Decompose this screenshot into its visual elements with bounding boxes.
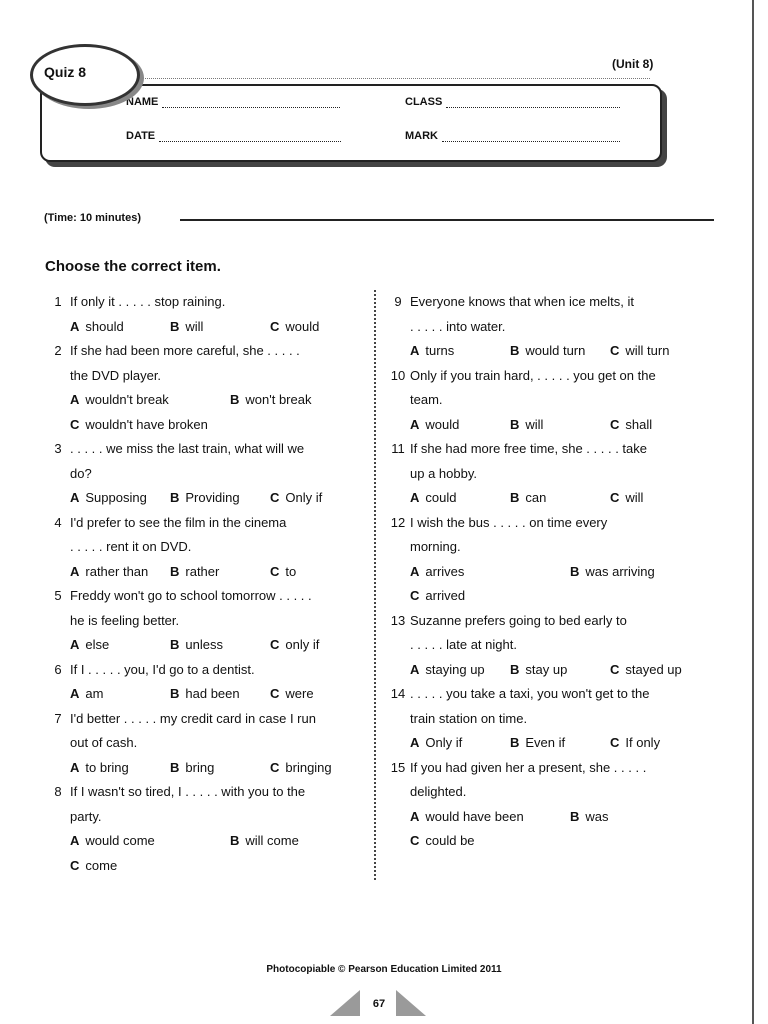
answer-option-4-b[interactable]: [170, 560, 219, 585]
answer-option-7-a[interactable]: [70, 756, 129, 781]
option-text: had been: [185, 686, 240, 701]
question-text: . . . . . you take a taxi, you won't get to the: [410, 686, 650, 701]
option-text: Even if: [525, 735, 566, 750]
question-text: If she had more free time, she . . . . . take: [410, 441, 647, 456]
option-letter: B: [510, 416, 520, 432]
option-text: would: [425, 416, 460, 432]
option-letter: A: [410, 343, 420, 358]
answer-option-3-c[interactable]: [270, 486, 322, 511]
option-letter: C: [610, 735, 620, 750]
option-letter: C: [610, 490, 620, 505]
unit-label: (Unit 8): [612, 57, 654, 71]
option-text: only if: [285, 637, 320, 652]
answer-option-4-a[interactable]: [70, 560, 148, 585]
answer-option-12-a[interactable]: [410, 560, 464, 585]
question-10: [386, 364, 721, 438]
answer-option-11-b[interactable]: [510, 486, 546, 511]
option-text: to: [285, 563, 297, 579]
answer-option-15-b[interactable]: [570, 805, 609, 830]
option-letter: C: [270, 563, 280, 579]
question-2: [46, 339, 366, 437]
page-tab-left-shape: [330, 990, 360, 1016]
answer-option-15-a[interactable]: [410, 805, 524, 830]
answer-option-14-b[interactable]: [510, 731, 565, 756]
option-text: stayed up: [625, 661, 682, 677]
answer-option-8-a[interactable]: [70, 829, 155, 854]
option-letter: A: [70, 392, 80, 407]
option-letter: A: [410, 735, 420, 750]
question-text: delighted.: [410, 784, 467, 799]
answer-option-14-a[interactable]: [410, 731, 462, 756]
option-text: turns: [425, 343, 455, 358]
option-letter: C: [270, 759, 280, 775]
option-text: could: [425, 490, 457, 505]
column-divider: [374, 290, 376, 880]
question-text: the DVD player.: [70, 367, 162, 383]
option-text: was: [585, 808, 609, 824]
option-letter: A: [410, 490, 420, 505]
option-text: Only if: [285, 490, 323, 505]
question-3: [46, 437, 366, 511]
answer-option-12-b[interactable]: [570, 560, 655, 585]
option-text: unless: [185, 637, 223, 652]
question-text: Everyone knows that when ice melts, it: [410, 294, 634, 309]
question-text: up a hobby.: [410, 465, 477, 481]
option-letter: B: [510, 735, 520, 750]
question-text: morning.: [410, 539, 461, 554]
question-number: 1: [54, 294, 62, 309]
answer-option-3-b[interactable]: [170, 486, 240, 511]
answer-option-5-c[interactable]: [270, 633, 319, 658]
option-text: will: [625, 490, 644, 505]
page-tab-right-shape: [396, 990, 426, 1016]
option-text: rather than: [85, 563, 149, 579]
option-letter: B: [170, 759, 180, 775]
option-letter: C: [270, 318, 280, 334]
option-text: was arriving: [585, 563, 655, 579]
option-letter: B: [170, 686, 180, 701]
question-number: 12: [390, 514, 406, 530]
option-text: will: [185, 318, 204, 334]
question-text: . . . . . rent it on DVD.: [70, 539, 192, 554]
question-1: [46, 290, 366, 339]
answer-option-6-c[interactable]: [270, 682, 314, 707]
time-label: (Time: 10 minutes): [44, 212, 141, 224]
divider: [130, 78, 650, 79]
question-text: team.: [410, 392, 443, 407]
option-letter: A: [410, 661, 420, 677]
option-letter: A: [410, 416, 420, 432]
question-12: [386, 511, 721, 609]
page-number: 67: [372, 998, 386, 1010]
answer-option-6-b[interactable]: [170, 682, 240, 707]
question-8: [46, 780, 366, 878]
question-number: 3: [54, 441, 62, 456]
answer-option-10-b[interactable]: [510, 413, 543, 438]
instructions: Choose the correct item.: [45, 258, 221, 275]
option-text: will turn: [625, 343, 670, 358]
question-text: he is feeling better.: [70, 612, 180, 628]
option-letter: B: [170, 490, 180, 505]
option-letter: C: [270, 490, 280, 505]
option-letter: A: [70, 563, 80, 579]
option-letter: C: [610, 343, 620, 358]
question-7: [46, 707, 366, 781]
question-number: 8: [54, 784, 62, 799]
option-text: shall: [625, 416, 653, 432]
option-text: If only: [625, 735, 661, 750]
question-text: train station on time.: [410, 710, 528, 726]
option-text: would: [285, 318, 320, 334]
answer-option-11-a[interactable]: [410, 486, 456, 511]
question-number: 2: [54, 343, 62, 358]
option-letter: B: [230, 833, 240, 848]
question-4: [46, 511, 366, 585]
answer-option-13-c[interactable]: [610, 658, 682, 683]
option-letter: C: [610, 416, 620, 432]
question-text: If I . . . . . you, I'd go to a dentist.: [70, 661, 255, 677]
option-letter: A: [410, 808, 420, 824]
answer-option-13-b[interactable]: [510, 658, 567, 683]
option-letter: A: [70, 833, 80, 848]
answer-option-14-c[interactable]: [610, 731, 660, 756]
option-text: arrives: [425, 563, 465, 579]
question-text: . . . . . we miss the last train, what will we: [70, 441, 305, 456]
answer-option-7-b[interactable]: [170, 756, 214, 781]
option-letter: B: [170, 318, 180, 334]
option-letter: C: [270, 686, 280, 701]
option-letter: C: [410, 588, 420, 603]
option-letter: B: [570, 808, 580, 824]
option-text: wouldn't break: [85, 392, 169, 407]
option-text: arrived: [425, 588, 466, 603]
answer-option-8-b[interactable]: [230, 829, 299, 854]
option-text: to bring: [85, 759, 129, 775]
question-text: party.: [70, 808, 102, 824]
question-text: Only if you train hard, . . . . . you get on the: [410, 367, 656, 383]
option-text: can: [525, 490, 547, 505]
question-number: 4: [54, 514, 62, 530]
question-text: do?: [70, 465, 92, 481]
question-number: 7: [54, 710, 62, 726]
answer-option-1-c[interactable]: [270, 315, 319, 340]
option-letter: A: [70, 686, 80, 701]
option-text: should: [85, 318, 124, 334]
option-text: stay up: [525, 661, 568, 677]
option-text: wouldn't have broken: [85, 416, 208, 432]
question-text: If she had been more careful, she . . . . .: [70, 343, 300, 358]
question-number: 14: [390, 686, 406, 701]
option-text: would have been: [425, 808, 524, 824]
question-text: . . . . . into water.: [410, 318, 506, 334]
answer-option-2-a[interactable]: [70, 388, 169, 413]
question-text: If I wasn't so tired, I . . . . . with you to the: [70, 784, 306, 799]
option-letter: B: [510, 490, 520, 505]
question-text: Freddy won't go to school tomorrow . . . . .: [70, 588, 312, 603]
question-number: 6: [54, 661, 62, 677]
option-letter: B: [170, 637, 180, 652]
option-text: will come: [245, 833, 299, 848]
question-11: [386, 437, 721, 511]
answer-option-7-c[interactable]: [270, 756, 332, 781]
question-number: 5: [54, 588, 62, 603]
answer-option-12-c[interactable]: [410, 584, 465, 609]
answer-option-1-b[interactable]: [170, 315, 203, 340]
answer-option-10-a[interactable]: [410, 413, 459, 438]
answer-option-15-c[interactable]: [410, 829, 475, 854]
time-line: [180, 219, 714, 221]
option-text: bring: [185, 759, 215, 775]
option-letter: B: [570, 563, 580, 579]
question-text: If you had given her a present, she . . . . .: [410, 759, 647, 775]
question-13: [386, 609, 721, 683]
answer-option-13-a[interactable]: [410, 658, 485, 683]
question-6: [46, 658, 366, 707]
answer-option-6-a[interactable]: [70, 682, 103, 707]
option-letter: A: [70, 637, 80, 652]
question-9: [386, 290, 721, 364]
answer-option-9-a[interactable]: [410, 339, 454, 364]
option-text: could be: [425, 833, 475, 848]
option-text: else: [85, 637, 110, 652]
option-text: staying up: [425, 661, 485, 677]
page-edge: [752, 0, 754, 1024]
option-text: Only if: [425, 735, 463, 750]
option-text: would come: [85, 833, 155, 848]
answer-option-2-c[interactable]: [70, 413, 208, 438]
question-text: I wish the bus . . . . . on time every: [410, 514, 608, 530]
option-letter: C: [410, 833, 420, 848]
option-text: come: [85, 857, 118, 873]
question-text: . . . . . late at night.: [410, 637, 517, 652]
option-letter: A: [70, 318, 80, 334]
answer-option-2-b[interactable]: [230, 388, 311, 413]
option-text: were: [285, 686, 314, 701]
answer-option-8-c[interactable]: [70, 854, 117, 879]
option-text: would turn: [525, 343, 586, 358]
option-letter: B: [230, 392, 240, 407]
option-text: bringing: [285, 759, 332, 775]
question-number: 9: [394, 294, 402, 309]
mark-field[interactable]: MARK: [405, 130, 620, 142]
question-5: [46, 584, 366, 658]
option-text: Supposing: [85, 490, 147, 505]
answer-option-9-c[interactable]: [610, 339, 669, 364]
question-text: I'd better . . . . . my credit card in case I run: [70, 710, 316, 726]
question-15: [386, 756, 721, 854]
answer-option-9-b[interactable]: [510, 339, 585, 364]
question-text: I'd prefer to see the film in the cinema: [70, 514, 287, 530]
answer-option-11-c[interactable]: [610, 486, 643, 511]
answer-option-3-a[interactable]: [70, 486, 147, 511]
option-letter: A: [70, 490, 80, 505]
question-number: 15: [390, 759, 406, 775]
option-letter: C: [270, 637, 280, 652]
question-number: 13: [390, 612, 406, 628]
answer-option-5-b[interactable]: [170, 633, 223, 658]
option-letter: C: [70, 857, 80, 873]
question-14: [386, 682, 721, 756]
class-field[interactable]: CLASS: [405, 96, 620, 108]
option-letter: C: [610, 661, 620, 677]
answer-option-5-a[interactable]: [70, 633, 109, 658]
question-number: 11: [391, 441, 405, 456]
questions-right-column: [386, 290, 721, 854]
quiz-title: Quiz 8: [44, 64, 87, 80]
question-text: out of cash.: [70, 735, 138, 750]
answer-option-1-a[interactable]: [70, 315, 124, 340]
option-letter: A: [410, 563, 420, 579]
footer-copyright: Photocopiable © Pearson Education Limited 2011: [266, 964, 502, 975]
answer-option-10-c[interactable]: [610, 413, 652, 438]
option-text: am: [85, 686, 104, 701]
option-letter: C: [70, 416, 80, 432]
option-text: won't break: [245, 392, 312, 407]
question-text: If only it . . . . . stop raining.: [70, 294, 226, 309]
option-letter: A: [70, 759, 80, 775]
date-field[interactable]: DATE: [126, 130, 341, 142]
answer-option-4-c[interactable]: [270, 560, 296, 585]
option-letter: B: [510, 343, 520, 358]
option-letter: B: [510, 661, 520, 677]
option-text: rather: [185, 563, 220, 579]
option-text: Providing: [185, 490, 240, 505]
option-text: will: [525, 416, 544, 432]
option-letter: B: [170, 563, 180, 579]
name-field[interactable]: NAME: [126, 96, 340, 108]
question-number: 10: [390, 367, 406, 383]
questions-left-column: [46, 290, 366, 878]
question-text: Suzanne prefers going to bed early to: [410, 612, 627, 628]
